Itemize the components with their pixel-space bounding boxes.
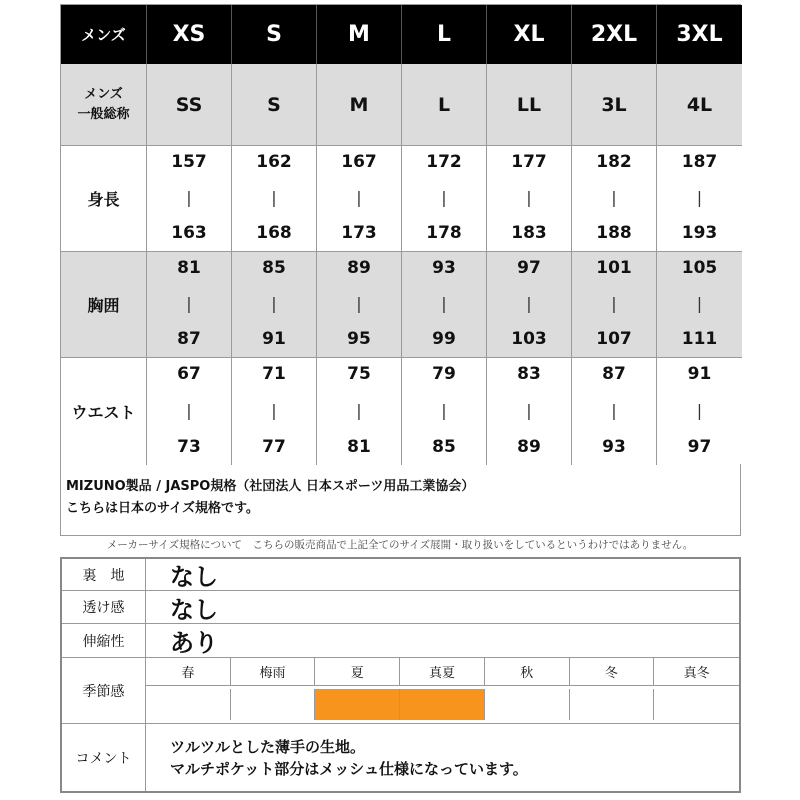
measure-range	[402, 358, 487, 465]
range-separator: |	[441, 401, 447, 420]
size-header-l: L	[402, 5, 487, 64]
measure-range	[487, 252, 572, 358]
range-to: 87	[177, 329, 201, 349]
sheer-row	[62, 591, 739, 624]
range-separator: |	[526, 188, 532, 207]
measure-range	[317, 146, 402, 252]
range-separator: |	[611, 294, 617, 313]
measure-range	[147, 146, 232, 252]
range-to: 173	[341, 223, 377, 243]
measure-label: 胸囲	[61, 252, 147, 358]
range-from: 67	[177, 364, 201, 384]
general-label-line: メンズ	[84, 86, 123, 102]
range-from: 85	[262, 258, 286, 278]
measure-range	[232, 252, 317, 358]
measure-range	[147, 358, 232, 465]
general-size: L	[402, 64, 487, 146]
season-name: 冬	[570, 658, 655, 686]
lining-value: なし	[170, 563, 218, 591]
sheer-value: なし	[170, 595, 218, 624]
header-label: メンズ	[61, 5, 147, 64]
range-to: 183	[511, 223, 547, 243]
range-from: 187	[681, 152, 718, 172]
range-separator: |	[356, 188, 362, 207]
general-label-line: 一般総称	[77, 106, 130, 122]
note-line-2: こちらは日本のサイズ規格です。	[66, 501, 259, 516]
range-separator: |	[611, 188, 617, 207]
range-to: 93	[602, 437, 626, 457]
comment-line-2: マルチポケット部分はメッシュ仕様になっています。	[170, 759, 528, 778]
range-separator: |	[611, 401, 617, 420]
range-separator: |	[696, 188, 703, 207]
range-from: 97	[517, 258, 541, 278]
range-from: 105	[681, 258, 718, 278]
range-from: 91	[687, 364, 712, 384]
measure-range	[572, 146, 657, 252]
measure-range	[487, 146, 572, 252]
measure-range	[317, 358, 402, 465]
range-from: 167	[341, 152, 377, 172]
range-separator: |	[271, 188, 277, 207]
season-indicator	[400, 689, 485, 720]
season-row	[62, 658, 739, 724]
season-name: 真夏	[400, 658, 485, 686]
size-header-3xl: 3XL	[657, 5, 742, 64]
season-indicator	[315, 689, 400, 720]
maker-size-disclaimer: メーカーサイズ規格について こちらの販売商品で上記全てのサイズ展開・取り扱いをしているというわけではありません。	[106, 539, 694, 551]
range-to: 111	[681, 329, 718, 349]
sheer-label: 透け感	[62, 591, 146, 623]
range-from: 75	[347, 364, 371, 384]
comment-text	[170, 724, 528, 791]
comment-row	[62, 724, 739, 791]
stretch-value: あり	[170, 629, 218, 657]
range-to: 73	[177, 437, 201, 457]
range-separator: |	[356, 294, 362, 313]
range-from: 93	[432, 258, 456, 278]
range-from: 172	[426, 152, 462, 172]
season-grid	[146, 658, 739, 723]
range-separator: |	[441, 294, 447, 313]
range-from: 71	[262, 364, 286, 384]
measure-range	[232, 358, 317, 465]
range-to: 193	[681, 223, 718, 243]
note-line-1: MIZUNO製品 / JASPO規格（社団法人 日本スポーツ用品工業協会）	[66, 479, 475, 494]
general-size: 3L	[572, 64, 657, 146]
general-size: 4L	[657, 64, 742, 146]
range-to: 103	[511, 329, 547, 349]
range-separator: |	[356, 401, 362, 420]
range-separator: |	[696, 401, 703, 420]
range-from: 81	[177, 258, 201, 278]
size-header-m: M	[317, 5, 402, 64]
general-label	[61, 64, 147, 146]
fabric-info-table	[60, 557, 741, 793]
range-to: 178	[426, 223, 462, 243]
range-separator: |	[271, 401, 277, 420]
general-size: LL	[487, 64, 572, 146]
size-header-s: S	[232, 5, 317, 64]
range-to: 188	[596, 223, 632, 243]
range-from: 79	[432, 364, 456, 384]
size-header-2xl: 2XL	[572, 5, 657, 64]
size-header-xl: XL	[487, 5, 572, 64]
general-size: S	[232, 64, 317, 146]
range-from: 89	[347, 258, 371, 278]
stretch-row	[62, 624, 739, 658]
season-name: 梅雨	[231, 658, 316, 686]
range-to: 99	[432, 329, 456, 349]
range-from: 162	[256, 152, 292, 172]
measure-label: ウエスト	[61, 358, 147, 465]
season-label: 季節感	[62, 658, 146, 723]
measure-range	[572, 358, 657, 465]
range-from: 157	[171, 152, 207, 172]
range-to: 168	[256, 223, 292, 243]
measure-range	[657, 358, 742, 465]
size-standard-note	[60, 464, 741, 536]
season-name: 夏	[315, 658, 400, 686]
measure-range	[657, 252, 742, 358]
measure-range	[402, 146, 487, 252]
range-separator: |	[696, 294, 703, 313]
size-header-xs: XS	[147, 5, 232, 64]
general-size: M	[317, 64, 402, 146]
range-separator: |	[526, 294, 532, 313]
range-to: 89	[517, 437, 541, 457]
range-separator: |	[441, 188, 447, 207]
range-to: 163	[171, 223, 207, 243]
measure-range	[147, 252, 232, 358]
range-to: 97	[687, 437, 712, 457]
range-separator: |	[186, 188, 192, 207]
range-to: 77	[262, 437, 286, 457]
season-indicator	[654, 689, 739, 720]
season-name: 春	[146, 658, 231, 686]
measure-range	[487, 358, 572, 465]
range-to: 95	[347, 329, 371, 349]
range-to: 107	[596, 329, 632, 349]
range-to: 85	[432, 437, 456, 457]
season-name: 秋	[485, 658, 570, 686]
measure-range	[572, 252, 657, 358]
range-separator: |	[186, 294, 192, 313]
stretch-label: 伸縮性	[62, 624, 146, 657]
season-indicator	[231, 689, 316, 720]
range-from: 177	[511, 152, 547, 172]
measure-range	[657, 146, 742, 252]
lining-row	[62, 559, 739, 591]
range-from: 87	[602, 364, 626, 384]
range-separator: |	[526, 401, 532, 420]
range-separator: |	[186, 401, 192, 420]
range-from: 83	[517, 364, 541, 384]
season-indicator	[570, 689, 655, 720]
range-from: 182	[596, 152, 632, 172]
measure-range	[232, 146, 317, 252]
general-size: SS	[147, 64, 232, 146]
size-table	[60, 4, 741, 464]
lining-label: 裏 地	[62, 559, 146, 590]
range-separator: |	[271, 294, 277, 313]
comment-line-1: ツルツルとした薄手の生地。	[170, 737, 366, 756]
season-indicator	[485, 689, 570, 720]
measure-label: 身長	[61, 146, 147, 252]
range-to: 91	[262, 329, 286, 349]
measure-range	[317, 252, 402, 358]
range-to: 81	[347, 437, 371, 457]
range-from: 101	[596, 258, 632, 278]
season-name: 真冬	[654, 658, 739, 686]
measure-range	[402, 252, 487, 358]
season-indicator	[146, 689, 231, 720]
comment-label: コメント	[62, 724, 146, 791]
